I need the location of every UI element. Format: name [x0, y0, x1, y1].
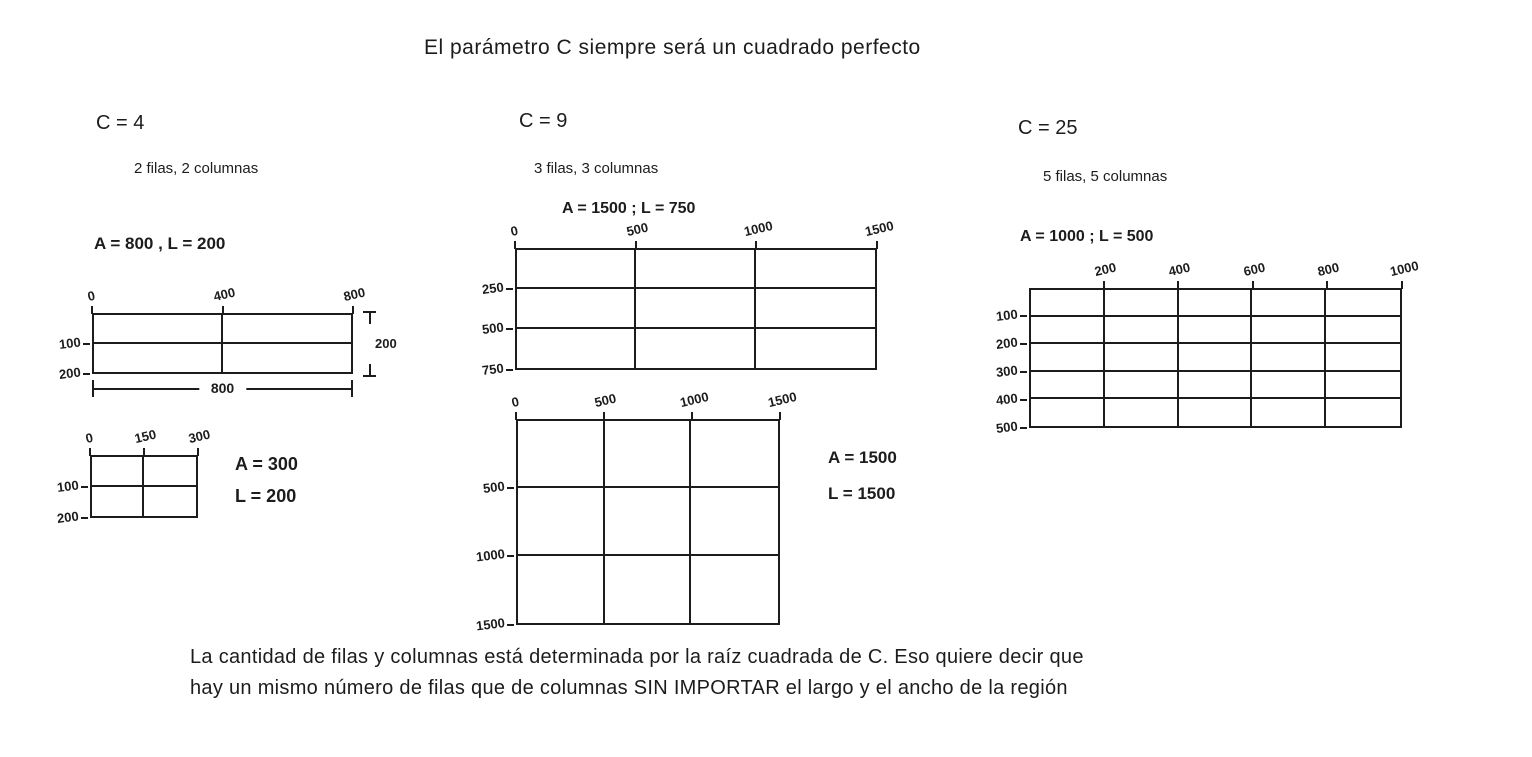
grid-cell	[1031, 344, 1105, 371]
grid-cell	[144, 457, 196, 487]
grid-cell	[756, 250, 875, 289]
section-heading-c25: C = 25	[1018, 117, 1078, 139]
y-axis-tick	[1020, 427, 1027, 429]
x-axis-tick	[1326, 281, 1328, 289]
grid-cell	[1326, 317, 1400, 344]
y-axis-tick	[506, 369, 513, 371]
grid-cell	[636, 329, 755, 368]
x-axis-tick	[515, 412, 517, 420]
grid-cell	[92, 487, 144, 517]
x-axis-tick	[89, 448, 91, 456]
side-note-c4b-area: A = 300	[235, 454, 298, 474]
grid-cell	[1105, 317, 1179, 344]
y-axis-label: 300	[995, 362, 1019, 381]
grid-cell	[1031, 399, 1105, 426]
y-axis-label: 100	[56, 476, 80, 495]
grid-cell	[144, 487, 196, 517]
y-axis-label: 200	[56, 508, 80, 527]
formula-c9: A = 1500 ; L = 750	[562, 200, 696, 217]
grid-cell	[756, 329, 875, 368]
side-note-c9b-length: L = 1500	[828, 484, 896, 503]
bracket-stem-top	[369, 311, 371, 324]
grid-c4-small	[56, 426, 212, 527]
x-axis-label: 600	[1241, 259, 1267, 279]
grid-cell	[1031, 372, 1105, 399]
section-heading-c9: C = 9	[519, 110, 568, 132]
grid-cell	[1179, 290, 1253, 317]
x-axis-tick	[876, 241, 878, 249]
grid-cell	[691, 488, 778, 555]
grid-cell	[517, 289, 636, 328]
side-note-c4b	[235, 448, 298, 512]
grid-cell	[1326, 372, 1400, 399]
section-subheading-c4: 2 filas, 2 columnas	[134, 160, 259, 177]
x-axis-tick	[197, 448, 199, 456]
y-axis-label: 200	[58, 364, 82, 383]
grid-c25	[995, 257, 1421, 437]
y-axis-label: 500	[995, 418, 1019, 437]
grid-lines	[1029, 288, 1402, 428]
x-axis-tick	[603, 412, 605, 420]
y-axis-label: 250	[481, 279, 505, 297]
x-axis-tick	[1177, 281, 1179, 289]
grid-lines	[515, 248, 877, 370]
y-axis-tick	[81, 486, 88, 488]
bracket-serif-bottom	[363, 375, 376, 377]
grid-cell	[518, 488, 605, 555]
y-axis-label: 1500	[475, 615, 506, 634]
grid-cell	[605, 488, 692, 555]
x-axis-label: 150	[133, 426, 158, 446]
grid-cell	[605, 421, 692, 488]
x-axis-tick	[222, 306, 224, 314]
x-axis-tick	[143, 448, 145, 456]
x-axis-label: 800	[342, 284, 367, 304]
y-axis-label: 100	[995, 306, 1019, 325]
x-axis-label: 1000	[1388, 257, 1421, 279]
grid-cell	[636, 289, 755, 328]
grid-cell	[1179, 399, 1253, 426]
diagram-title: El parámetro C siempre será un cuadrado perfecto	[424, 36, 921, 59]
grid-cell	[1105, 344, 1179, 371]
y-axis-tick	[1020, 371, 1027, 373]
grid-cell	[1031, 290, 1105, 317]
grid-cell	[691, 556, 778, 623]
grid-lines	[92, 313, 353, 374]
grid-lines	[516, 419, 780, 625]
y-axis-label: 200	[995, 334, 1019, 353]
grid-c9-square	[475, 388, 799, 634]
y-axis-tick	[83, 373, 90, 375]
x-axis-tick	[1401, 281, 1403, 289]
grid-cell	[1326, 344, 1400, 371]
x-axis-label: 0	[509, 222, 520, 239]
grid-cell	[756, 289, 875, 328]
y-axis-label: 500	[481, 319, 505, 338]
y-axis-tick	[1020, 315, 1027, 317]
x-axis-tick	[779, 412, 781, 420]
y-axis-tick	[507, 624, 514, 626]
grid-cell	[1105, 399, 1179, 426]
footer-text-line1: La cantidad de filas y columnas está determinada por la raíz cuadrada de C. Eso quiere decir que	[190, 646, 1084, 668]
x-axis-label: 200	[1092, 259, 1118, 279]
grid-cell	[223, 344, 352, 373]
x-axis-label: 500	[593, 390, 618, 410]
grid-cell	[1179, 372, 1253, 399]
y-axis-label: 500	[482, 478, 506, 496]
y-axis-tick	[81, 517, 88, 519]
grid-lines	[90, 455, 198, 518]
dimension-tick-right	[351, 380, 353, 397]
grid-cell	[605, 556, 692, 623]
width-dimension-line	[92, 380, 353, 397]
y-axis-label: 100	[58, 333, 82, 352]
grid-cell	[94, 315, 223, 344]
grid-cell	[223, 315, 352, 344]
grid-cell	[1326, 290, 1400, 317]
x-axis-tick	[352, 306, 354, 314]
y-axis-tick	[1020, 343, 1027, 345]
grid-c4-wide	[58, 284, 367, 383]
grid-cell	[94, 344, 223, 373]
grid-cell	[92, 457, 144, 487]
grid-cell	[636, 250, 755, 289]
footer-text-line2: hay un mismo número de filas que de columnas SIN IMPORTAR el largo y el ancho de la región	[190, 677, 1068, 699]
section-subheading-c9: 3 filas, 3 columnas	[534, 160, 659, 177]
x-axis-tick	[514, 241, 516, 249]
formula-c4: A = 800 , L = 200	[94, 234, 226, 253]
section-heading-c4: C = 4	[96, 112, 145, 134]
grid-cell	[691, 421, 778, 488]
grid-cell	[1326, 399, 1400, 426]
grid-cell	[1252, 399, 1326, 426]
grid-cell	[1252, 317, 1326, 344]
grid-cell	[1179, 344, 1253, 371]
grid-cell	[1252, 290, 1326, 317]
grid-c9-wide	[481, 217, 896, 379]
x-axis-label: 1000	[742, 217, 775, 239]
x-axis-label: 0	[84, 429, 95, 446]
x-axis-label: 1000	[678, 388, 711, 410]
y-axis-tick	[507, 555, 514, 557]
x-axis-label: 0	[510, 393, 521, 410]
grid-cell	[1252, 344, 1326, 371]
y-axis-tick	[1020, 399, 1027, 401]
x-axis-tick	[755, 241, 757, 249]
x-axis-tick	[1252, 281, 1254, 289]
grid-cell	[518, 421, 605, 488]
y-axis-tick	[83, 343, 90, 345]
grid-cell	[518, 556, 605, 623]
section-subheading-c25: 5 filas, 5 columnas	[1043, 168, 1168, 185]
x-axis-label: 1500	[863, 217, 896, 239]
x-axis-tick	[1103, 281, 1105, 289]
side-note-c9b-area: A = 1500	[828, 448, 897, 467]
formula-c25: A = 1000 ; L = 500	[1020, 228, 1154, 245]
x-axis-label: 0	[86, 287, 97, 304]
x-axis-tick	[91, 306, 93, 314]
x-axis-tick	[635, 241, 637, 249]
height-dimension-bracket	[362, 311, 408, 377]
side-note-c4b-length: L = 200	[235, 486, 297, 506]
grid-cell	[1031, 317, 1105, 344]
side-note-c9b	[828, 440, 897, 512]
height-dimension-label: 200	[375, 336, 397, 352]
x-axis-label: 800	[1316, 259, 1341, 279]
grid-cell	[1179, 317, 1253, 344]
y-axis-tick	[506, 288, 513, 290]
y-axis-label: 1000	[475, 546, 506, 565]
grid-cell	[1105, 372, 1179, 399]
x-axis-label: 500	[624, 219, 650, 239]
x-axis-label: 400	[211, 284, 237, 304]
y-axis-tick	[506, 328, 513, 330]
x-axis-label: 300	[187, 426, 212, 446]
x-axis-tick	[691, 412, 693, 420]
grid-cell	[517, 250, 636, 289]
x-axis-label: 400	[1167, 259, 1192, 279]
width-dimension-label: 800	[199, 380, 246, 396]
grid-cell	[1252, 372, 1326, 399]
x-axis-label: 1500	[766, 388, 799, 410]
grid-cell	[517, 329, 636, 368]
y-axis-tick	[507, 487, 514, 489]
y-axis-label: 750	[481, 360, 505, 379]
y-axis-label: 400	[995, 390, 1019, 409]
grid-cell	[1105, 290, 1179, 317]
